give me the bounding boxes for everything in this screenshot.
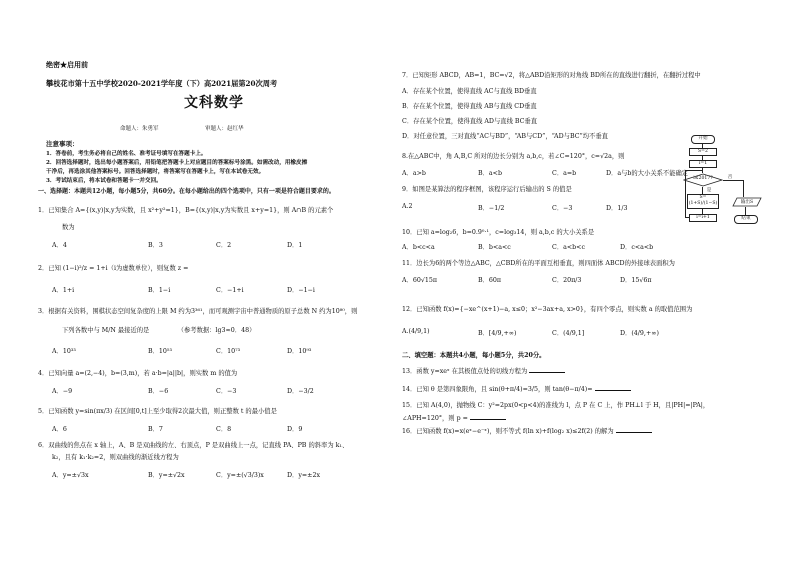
secret-label: 绝密★启用前 <box>46 60 88 69</box>
option: D．对任意位置，三对直线“AC与BD”，“AB与CD”，“AD与BC”均不垂直 <box>402 133 608 140</box>
option: B．7 <box>148 426 163 433</box>
option: A．存在某个位置，使得直线 AC与直线 BD垂直 <box>402 88 537 95</box>
question-6-cont: k₂，且有 k₁·k₂=2，则双曲线的渐近线方程为 <box>52 454 179 461</box>
option: B．60π <box>478 277 502 284</box>
question-4: 4．已知向量 a=(2,−4)，b=(3,m)，若 a·b=|a||b|，则实数 m 的值为 <box>38 370 238 377</box>
option: C．10⁷³ <box>216 348 241 355</box>
author-label: 命题人：朱勇军 <box>120 126 159 132</box>
flowchart-arrow <box>723 180 743 181</box>
question-2: 2．已知 (1−i)²/z = 1+i（i为虚数单位），则复数 z = <box>38 265 189 272</box>
question-5: 5．已知函数 y=sin(πx/3) 在区间[0,t]上至少取得2次最大值，则正整数 t 的最小值是 <box>38 408 277 415</box>
option: C．−3 <box>216 388 237 395</box>
option: A．4 <box>52 242 67 249</box>
question-11: 11．边长为6的两个等边△ABC，△CBD所在的平面互相垂直，则四面体 ABCD的外接球表面积为 <box>402 260 675 267</box>
option: D．(4/9,+∞) <box>620 330 659 337</box>
question-14-text: 14．已知 θ 是第四象限角，且 sin(θ+π/4)=3/5，则 tan(θ−π/4)= <box>402 386 593 393</box>
option: C．8 <box>216 426 232 433</box>
option: C．(4/9,1] <box>552 330 585 337</box>
option: A．y=±√3x <box>52 472 89 479</box>
option: D．10⁹³ <box>287 348 312 355</box>
option: B．3 <box>148 242 163 249</box>
answer-blank[interactable] <box>595 384 631 391</box>
option: C．20π/3 <box>552 277 582 284</box>
question-9: 9．如图是某算法的程序框图，该程序运行后输出的 S 的值是 <box>402 186 572 193</box>
flowchart-loop-line <box>685 217 689 218</box>
flowchart-increment: i=i+1 <box>689 214 717 222</box>
option: A．60√15π <box>402 277 438 284</box>
option: C．2 <box>216 242 232 249</box>
option: A．1+i <box>52 287 75 294</box>
question-8: 8.在△ABC中，角 A,B,C 所对的边长分别为 a,b,c，若∠C=120°，c=√2a，则 <box>402 153 625 160</box>
option: B．存在某个位置，使得直线 AB与直线 CD垂直 <box>402 103 537 110</box>
option: B．[4/9,+∞) <box>478 330 517 337</box>
option: D．9 <box>287 426 303 433</box>
page-title: 文科数学 <box>184 95 244 111</box>
option: D．a与b的大小关系不能确定 <box>606 170 689 177</box>
flowchart-body: S=(1+S)/(1−S) <box>687 194 719 209</box>
flowchart-arrow <box>702 187 703 194</box>
option: B．a<b <box>478 170 502 177</box>
note-item: 1．答卷前，考生务必将自己的姓名、准考证号填写在答题卡上。 <box>46 151 207 157</box>
flowchart-end: 结束 <box>734 215 758 224</box>
flowchart-condition: i≤2017? <box>693 176 713 181</box>
flowchart-init-i: i=1 <box>689 160 717 168</box>
question-16 <box>402 426 652 435</box>
flowchart-yes-label: 是 <box>706 188 712 193</box>
question-15-cont-text: ∠APH=120°，则 p = <box>402 415 468 422</box>
option: B．10⁵³ <box>148 348 172 355</box>
question-3: 3．根据有关资料，围棋状态空间复杂度的上限 M 约为3³⁶¹，而可观测宇宙中普通物质的原子总数 N 约为10⁸⁰，则 <box>38 308 358 315</box>
answer-blank[interactable] <box>616 426 652 433</box>
option: B．−6 <box>148 388 169 395</box>
option: A．b<c<a <box>402 244 435 251</box>
option: D．15√6π <box>620 277 652 284</box>
option: D．1/3 <box>606 205 628 212</box>
question-3-cont: 下列各数中与 M/N 最接近的是 （参考数据：lg3≈0．48） <box>62 327 256 334</box>
option: B．y=±√2x <box>148 472 185 479</box>
question-1: 1．已知集合 A={(x,y)|x,y为实数，且 x²+y²=1}，B={(x,y)|x,y为实数且 x+y=1}，则 A∩B 的元素个 <box>38 207 334 214</box>
note-item: 干净后，再选涂其他答案标号。回答选择题时，将答案写在答题卡上，写在本试卷无效。 <box>46 169 265 175</box>
option: B．b<a<c <box>478 244 511 251</box>
section-heading: 二、填空题：本题共4小题，每小题5分，共20分。 <box>402 352 546 359</box>
flowchart-arrow <box>743 180 744 197</box>
question-15: 15．已知 A(4,0)，抛物线 C：y²=2px(0<p<4)的准线为 l，点 P 在 C 上，作 PH⊥l 于 H，且|PH|=|PA|， <box>402 402 710 409</box>
flowchart-no-label: 否 <box>727 175 733 180</box>
option: A．10³³ <box>52 348 76 355</box>
option: A．6 <box>52 426 67 433</box>
flowchart-loop-line <box>685 170 686 217</box>
option: D．−3/2 <box>287 388 314 395</box>
reviewer-label: 审题人：赵红华 <box>205 126 244 132</box>
question-7: 7．已知矩形 ABCD，AB=1，BC=√2，将△ABD沿矩形的对角线 BD所在的直线进行翻折，在翻折过程中 <box>402 72 701 79</box>
flowchart-start: 开始 <box>691 135 715 144</box>
question-14 <box>402 384 631 393</box>
question-10: 10．已知 a=log₂6，b=0.9⁰·¹，c=log₃14，则 a,b,c 的大小关系是 <box>402 229 595 236</box>
notes-heading: 注意事项： <box>46 140 79 148</box>
flowchart-arrow <box>745 207 746 215</box>
option: D．−1−i <box>287 287 315 294</box>
option: D．1 <box>287 242 303 249</box>
flowchart-loop-line <box>685 170 702 171</box>
question-6: 6．双曲线的焦点在 x 轴上，A、B 是双曲线的左、右顶点，P 是双曲线上一点，记直线 PA、PB 的斜率为 k₁、 <box>38 442 349 449</box>
section-heading: 一、选择题：本题共12小题，每小题5分，共60分。在每小题给出的四个选项中，只有一项是符合题目要求的。 <box>38 188 335 195</box>
option: C．a=b <box>552 170 577 177</box>
answer-blank[interactable] <box>470 413 506 420</box>
option: B．−1/2 <box>478 205 505 212</box>
option: D．y=±2x <box>287 472 321 479</box>
option: A．a>b <box>402 170 426 177</box>
answer-blank[interactable] <box>529 366 565 373</box>
flowchart-init-s: S=2 <box>689 148 717 156</box>
option: A．−9 <box>52 388 73 395</box>
note-item: 3．考试结束后，将本试卷和答题卡一并交回。 <box>46 178 162 184</box>
question-13-text: 13．函数 y=xeˣ 在其极值点处的切线方程为 <box>402 368 528 375</box>
option: A.(4/9,1) <box>402 328 430 335</box>
option: D．c<a<b <box>620 244 654 251</box>
option: A.2 <box>402 203 413 210</box>
option: C．存在某个位置，使得直线 AD与直线 BC垂直 <box>402 118 538 125</box>
question-1-cont: 数为 <box>62 224 75 231</box>
option: C．a<b<c <box>552 244 585 251</box>
option: C．y=±(√3/3)x <box>216 472 264 479</box>
flowchart-output: 输出S <box>740 200 754 205</box>
option: B．1−i <box>148 287 171 294</box>
note-item: 2．回答选择题时，选出每小题答案后，用铅笔把答题卡上对应题目的答案标号涂黑。如需改动，用橡皮擦 <box>46 160 308 166</box>
option: C．−1+i <box>216 287 244 294</box>
question-13 <box>402 366 565 375</box>
question-12: 12．已知函数 f(x)={−xe^(x+1)−a, x≤0；x²−3ax+a, x>0}，有四个零点，则实数 a 的取值范围为 <box>402 306 693 313</box>
school-line: 攀枝花市第十五中学校2020-2021学年度（下）高2021届第20次周考 <box>46 79 278 88</box>
question-16-text: 16．已知函数 f(x)=x(eˣ−e⁻ˣ)，则不等式 f(ln x)+f(log₂ x)≤2f(2) 的解为 <box>402 428 614 435</box>
question-15-cont <box>402 413 506 422</box>
flowchart <box>683 133 767 233</box>
option: C．−3 <box>552 205 573 212</box>
